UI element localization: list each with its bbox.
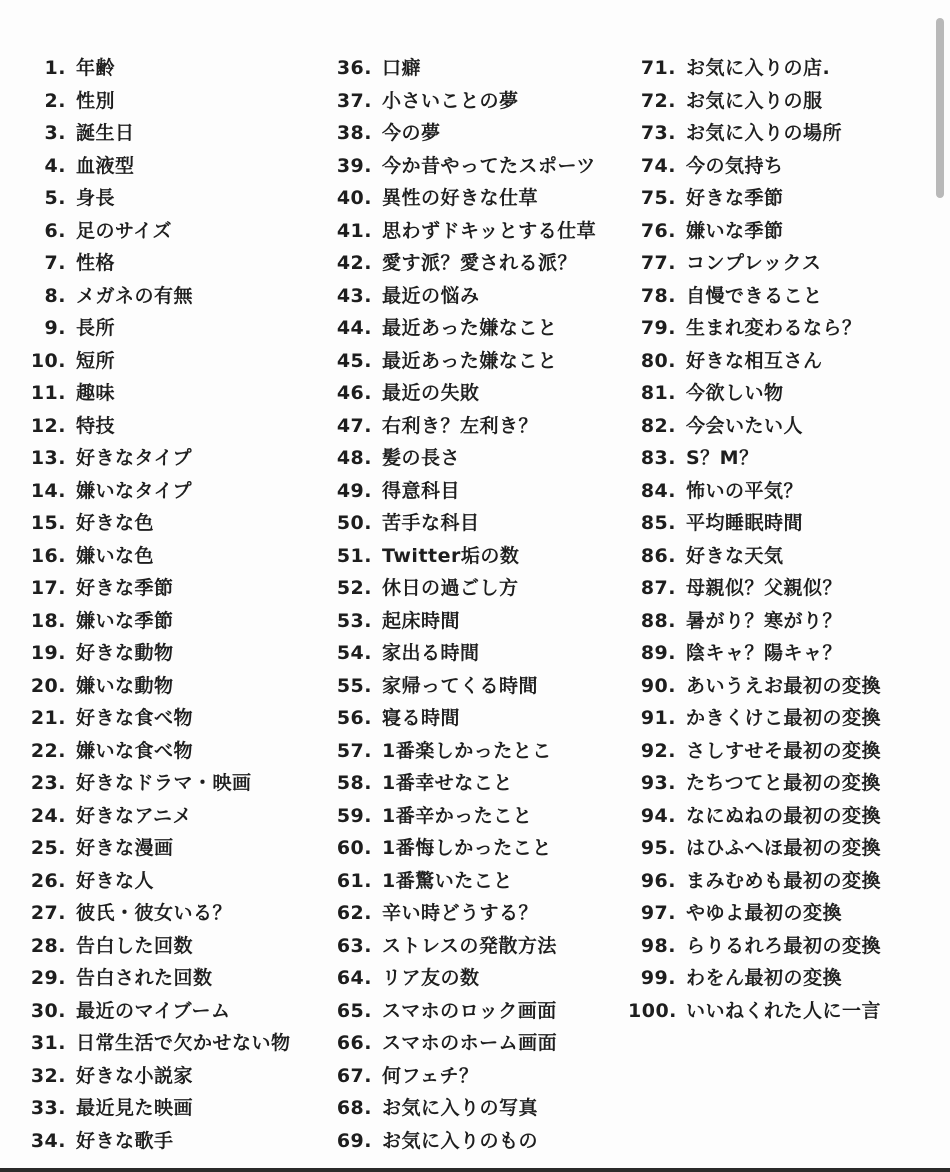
question-item bbox=[628, 312, 933, 345]
question-label: 日常生活で欠かせない物 bbox=[76, 1032, 291, 1054]
question-number: 71. bbox=[640, 57, 676, 79]
question-item bbox=[330, 767, 630, 800]
question-number: 21. bbox=[30, 707, 66, 729]
question-number: 56. bbox=[336, 707, 372, 729]
question-number: 93. bbox=[640, 772, 676, 794]
question-item bbox=[330, 962, 630, 995]
question-label: かきくけこ最初の変換 bbox=[686, 707, 882, 729]
question-number: 97. bbox=[640, 902, 676, 924]
question-label: 苦手な科目 bbox=[382, 512, 480, 534]
question-number: 24. bbox=[30, 804, 66, 827]
question-item bbox=[330, 702, 630, 735]
question-item bbox=[330, 572, 630, 605]
question-number: 91. bbox=[640, 707, 676, 729]
question-number: 37. bbox=[336, 89, 372, 112]
question-item bbox=[330, 182, 630, 215]
question-item bbox=[628, 800, 933, 833]
question-number: 99. bbox=[640, 967, 676, 989]
question-number: 15. bbox=[30, 512, 66, 534]
question-label: 口癖 bbox=[382, 57, 422, 79]
question-item bbox=[330, 215, 630, 248]
question-label: 自慢できること bbox=[686, 284, 823, 307]
question-number: 16. bbox=[30, 544, 66, 567]
question-item bbox=[628, 540, 933, 573]
question-label: 起床時間 bbox=[382, 609, 461, 632]
question-label: 好きな動物 bbox=[76, 642, 174, 664]
question-label: お気に入りの写真 bbox=[382, 1097, 539, 1119]
question-number: 58. bbox=[336, 772, 372, 794]
question-item bbox=[330, 1060, 630, 1093]
question-item bbox=[24, 540, 324, 573]
question-item bbox=[24, 150, 324, 183]
question-label: 好きな人 bbox=[76, 869, 155, 892]
question-label: 好きな歌手 bbox=[76, 1129, 174, 1152]
question-number: 79. bbox=[640, 317, 676, 339]
question-label: スマホのロック画面 bbox=[382, 999, 557, 1022]
question-label: 好きな季節 bbox=[76, 577, 174, 599]
question-number: 1. bbox=[44, 57, 66, 79]
question-item bbox=[330, 637, 630, 670]
question-item bbox=[628, 507, 933, 540]
question-item bbox=[24, 377, 324, 410]
question-number: 86. bbox=[640, 544, 676, 567]
question-item bbox=[330, 280, 630, 313]
question-label: わをん最初の変換 bbox=[686, 967, 843, 989]
question-item bbox=[628, 345, 933, 378]
question-label: まみむめも最初の変換 bbox=[686, 869, 882, 892]
question-number: 6. bbox=[44, 219, 66, 242]
scrollbar[interactable] bbox=[936, 18, 944, 198]
question-number: 54. bbox=[336, 642, 372, 664]
question-label: 1番幸せなこと bbox=[382, 772, 513, 794]
question-number: 66. bbox=[336, 1032, 372, 1054]
question-label: 最近の失敗 bbox=[382, 382, 480, 404]
question-item bbox=[24, 182, 324, 215]
question-label: 好きな季節 bbox=[686, 187, 784, 209]
question-item bbox=[628, 865, 933, 898]
question-number: 72. bbox=[640, 89, 676, 112]
question-item bbox=[330, 1027, 630, 1060]
question-number: 23. bbox=[30, 772, 66, 794]
question-label: 辛い時どうする？ bbox=[382, 902, 539, 924]
question-number: 92. bbox=[640, 739, 676, 762]
question-label: お気に入りの服 bbox=[686, 89, 823, 112]
question-item bbox=[628, 930, 933, 963]
question-label: お気に入りのもの bbox=[382, 1129, 539, 1152]
question-label: 今の夢 bbox=[382, 122, 441, 144]
question-number: 69. bbox=[336, 1129, 372, 1152]
question-number: 26. bbox=[30, 869, 66, 892]
question-item bbox=[628, 572, 933, 605]
question-number: 42. bbox=[336, 252, 372, 274]
question-label: 寝る時間 bbox=[382, 707, 461, 729]
question-number: 12. bbox=[30, 414, 66, 437]
question-number: 3. bbox=[44, 122, 66, 144]
question-number: 96. bbox=[640, 869, 676, 892]
question-label: はひふへほ最初の変換 bbox=[686, 837, 882, 859]
question-label: 好きな食べ物 bbox=[76, 707, 194, 729]
question-number: 43. bbox=[336, 284, 372, 307]
question-label: 好きな漫画 bbox=[76, 837, 174, 859]
question-number: 45. bbox=[336, 349, 372, 372]
question-item bbox=[628, 702, 933, 735]
question-label: 身長 bbox=[76, 187, 116, 209]
question-item bbox=[330, 540, 630, 573]
question-number: 32. bbox=[30, 1064, 66, 1087]
question-number: 48. bbox=[336, 447, 372, 469]
question-number: 61. bbox=[336, 869, 372, 892]
question-label: 血液型 bbox=[76, 154, 135, 177]
question-item bbox=[24, 605, 324, 638]
question-item bbox=[24, 995, 324, 1028]
question-item bbox=[24, 897, 324, 930]
question-number: 8. bbox=[44, 284, 66, 307]
question-item bbox=[330, 442, 630, 475]
question-number: 63. bbox=[336, 934, 372, 957]
question-item bbox=[330, 865, 630, 898]
question-number: 2. bbox=[44, 89, 66, 112]
question-number: 74. bbox=[640, 154, 676, 177]
question-label: 1番楽しかったとこ bbox=[382, 739, 552, 762]
question-number: 59. bbox=[336, 804, 372, 827]
question-label: 1番驚いたこと bbox=[382, 869, 513, 892]
question-label: 平均睡眠時間 bbox=[686, 512, 804, 534]
question-number: 49. bbox=[336, 479, 372, 502]
question-label: 年齢 bbox=[76, 57, 116, 79]
question-number: 11. bbox=[30, 382, 66, 404]
question-label: 性別 bbox=[76, 89, 116, 112]
question-number: 46. bbox=[336, 382, 372, 404]
question-label: コンプレックス bbox=[686, 252, 822, 274]
question-number: 98. bbox=[640, 934, 676, 957]
question-label: 好きな相互さん bbox=[686, 349, 823, 372]
question-number: 19. bbox=[30, 642, 66, 664]
question-label: なにぬねの最初の変換 bbox=[686, 804, 882, 827]
question-label: 家帰ってくる時間 bbox=[382, 674, 539, 697]
question-item bbox=[24, 735, 324, 768]
question-number: 100. bbox=[628, 999, 677, 1022]
question-number: 50. bbox=[336, 512, 372, 534]
question-number: 33. bbox=[30, 1097, 66, 1119]
question-label: 特技 bbox=[76, 414, 116, 437]
question-number: 90. bbox=[640, 674, 676, 697]
question-item bbox=[330, 930, 630, 963]
question-label: らりるれろ最初の変換 bbox=[686, 934, 882, 957]
question-label: 嫌いな季節 bbox=[686, 219, 784, 242]
question-item bbox=[24, 702, 324, 735]
question-number: 41. bbox=[336, 219, 372, 242]
question-label: 嫌いな季節 bbox=[76, 609, 174, 632]
question-item bbox=[24, 930, 324, 963]
question-item bbox=[24, 865, 324, 898]
question-label: 愛す派？愛される派？ bbox=[382, 252, 578, 274]
question-item bbox=[24, 572, 324, 605]
question-label: 最近見た映画 bbox=[76, 1097, 194, 1119]
question-label: 嫌いな食べ物 bbox=[76, 739, 194, 762]
question-item bbox=[330, 800, 630, 833]
question-number: 82. bbox=[640, 414, 676, 437]
question-number: 29. bbox=[30, 967, 66, 989]
question-item bbox=[24, 117, 324, 150]
question-item bbox=[24, 1027, 324, 1060]
question-label: 家出る時間 bbox=[382, 642, 480, 664]
question-number: 73. bbox=[640, 122, 676, 144]
question-number: 89. bbox=[640, 642, 676, 664]
question-label: 今か昔やってたスポーツ bbox=[382, 154, 596, 177]
question-item bbox=[330, 1125, 630, 1158]
question-item bbox=[628, 182, 933, 215]
question-item bbox=[330, 897, 630, 930]
question-label: 髪の長さ bbox=[382, 447, 461, 469]
question-column-2 bbox=[330, 52, 630, 1157]
question-number: 67. bbox=[336, 1064, 372, 1087]
question-label: 最近あった嫌なこと bbox=[382, 349, 558, 372]
question-number: 80. bbox=[640, 349, 676, 372]
question-number: 47. bbox=[336, 414, 372, 437]
question-item bbox=[24, 962, 324, 995]
question-item bbox=[24, 312, 324, 345]
bottom-edge-bar bbox=[0, 1168, 950, 1172]
question-label: スマホのホーム画面 bbox=[382, 1032, 558, 1054]
question-item bbox=[24, 800, 324, 833]
question-number: 34. bbox=[30, 1129, 66, 1152]
question-number: 95. bbox=[640, 837, 676, 859]
question-item bbox=[330, 735, 630, 768]
question-item bbox=[24, 1060, 324, 1093]
question-item bbox=[24, 280, 324, 313]
question-label: 嫌いなタイプ bbox=[76, 479, 193, 502]
question-number: 5. bbox=[44, 187, 66, 209]
question-number: 78. bbox=[640, 284, 676, 307]
question-item bbox=[330, 52, 630, 85]
question-label: 1番辛かったこと bbox=[382, 804, 533, 827]
question-label: 暑がり？寒がり？ bbox=[686, 609, 843, 632]
question-number: 13. bbox=[30, 447, 66, 469]
question-number: 10. bbox=[30, 349, 66, 372]
question-item bbox=[628, 442, 933, 475]
question-label: 最近のマイブーム bbox=[76, 999, 231, 1022]
question-number: 40. bbox=[336, 187, 372, 209]
question-item bbox=[330, 475, 630, 508]
question-number: 39. bbox=[336, 154, 372, 177]
question-item bbox=[24, 507, 324, 540]
question-label: 長所 bbox=[76, 317, 116, 339]
question-item bbox=[24, 767, 324, 800]
question-item bbox=[330, 507, 630, 540]
question-number: 75. bbox=[640, 187, 676, 209]
question-label: 好きなアニメ bbox=[76, 804, 193, 827]
question-label: 好きな天気 bbox=[686, 544, 784, 567]
question-item bbox=[330, 117, 630, 150]
question-item bbox=[330, 312, 630, 345]
question-number: 14. bbox=[30, 479, 66, 502]
question-item bbox=[330, 832, 630, 865]
question-number: 52. bbox=[336, 577, 372, 599]
question-label: 今欲しい物 bbox=[686, 382, 784, 404]
question-number: 76. bbox=[640, 219, 676, 242]
question-label: 小さいことの夢 bbox=[382, 89, 519, 112]
question-item bbox=[628, 247, 933, 280]
question-label: やゆよ最初の変換 bbox=[686, 902, 843, 924]
question-item bbox=[330, 410, 630, 443]
question-item bbox=[24, 345, 324, 378]
question-item bbox=[628, 832, 933, 865]
question-label: 得意科目 bbox=[382, 479, 461, 502]
question-item bbox=[330, 605, 630, 638]
question-number: 68. bbox=[336, 1097, 372, 1119]
question-label: 右利き？左利き？ bbox=[382, 414, 539, 437]
question-item bbox=[628, 962, 933, 995]
question-label: 陰キャ？陽キャ？ bbox=[686, 642, 843, 664]
question-label: 足のサイズ bbox=[76, 219, 172, 242]
question-item bbox=[628, 670, 933, 703]
question-item bbox=[24, 442, 324, 475]
question-label: 思わずドキッとする仕草 bbox=[382, 219, 597, 242]
question-label: 告白した回数 bbox=[76, 934, 194, 957]
question-label: 好きなタイプ bbox=[76, 447, 193, 469]
question-item bbox=[330, 85, 630, 118]
question-label: 怖いの平気？ bbox=[686, 479, 804, 502]
question-item bbox=[330, 995, 630, 1028]
question-label: 誕生日 bbox=[76, 122, 135, 144]
question-number: 22. bbox=[30, 739, 66, 762]
question-number: 55. bbox=[336, 674, 372, 697]
question-item bbox=[330, 670, 630, 703]
question-label: メガネの有無 bbox=[76, 284, 194, 307]
question-number: 38. bbox=[336, 122, 372, 144]
question-item bbox=[628, 995, 933, 1028]
question-label: ストレスの発散方法 bbox=[382, 934, 557, 957]
question-label: 母親似？父親似？ bbox=[686, 577, 843, 599]
question-number: 4. bbox=[44, 154, 66, 177]
question-label: 異性の好きな仕草 bbox=[382, 187, 539, 209]
question-item bbox=[24, 475, 324, 508]
question-number: 57. bbox=[336, 739, 372, 762]
question-label: 彼氏・彼女いる？ bbox=[76, 902, 233, 924]
question-item bbox=[24, 52, 324, 85]
question-number: 28. bbox=[30, 934, 66, 957]
question-item bbox=[24, 215, 324, 248]
question-number: 62. bbox=[336, 902, 372, 924]
question-item bbox=[24, 1092, 324, 1125]
question-number: 81. bbox=[640, 382, 676, 404]
question-item bbox=[330, 150, 630, 183]
question-number: 64. bbox=[336, 967, 372, 989]
question-label: 嫌いな色 bbox=[76, 544, 155, 567]
question-item bbox=[628, 215, 933, 248]
question-item bbox=[24, 670, 324, 703]
question-item bbox=[330, 1092, 630, 1125]
question-label: 性格 bbox=[76, 252, 116, 274]
question-number: 9. bbox=[44, 317, 66, 339]
question-item bbox=[628, 897, 933, 930]
question-label: 告白された回数 bbox=[76, 967, 213, 989]
question-item bbox=[24, 637, 324, 670]
question-number: 30. bbox=[30, 999, 66, 1022]
question-item bbox=[628, 280, 933, 313]
question-item bbox=[24, 832, 324, 865]
question-label: 短所 bbox=[76, 349, 116, 372]
question-number: 7. bbox=[44, 252, 66, 274]
question-number: 85. bbox=[640, 512, 676, 534]
question-label: 好きなドラマ・映画 bbox=[76, 772, 252, 794]
question-number: 65. bbox=[336, 999, 372, 1022]
question-item bbox=[628, 85, 933, 118]
question-label: お気に入りの店. bbox=[686, 57, 831, 79]
question-item bbox=[628, 767, 933, 800]
question-label: お気に入りの場所 bbox=[686, 122, 843, 144]
question-item bbox=[24, 85, 324, 118]
question-item bbox=[628, 410, 933, 443]
question-number: 17. bbox=[30, 577, 66, 599]
question-item bbox=[24, 1125, 324, 1158]
question-label: 1番悔しかったこと bbox=[382, 837, 552, 859]
question-number: 84. bbox=[640, 479, 676, 502]
question-label: 趣味 bbox=[76, 382, 116, 404]
question-label: 好きな小説家 bbox=[76, 1064, 194, 1087]
question-label: S？M？ bbox=[686, 447, 759, 469]
question-number: 36. bbox=[336, 57, 372, 79]
question-label: さしすせそ最初の変換 bbox=[686, 739, 882, 762]
question-number: 44. bbox=[336, 317, 372, 339]
question-item bbox=[628, 52, 933, 85]
question-label: 嫌いな動物 bbox=[76, 674, 174, 697]
question-label: 最近の悩み bbox=[382, 284, 480, 307]
question-item bbox=[330, 345, 630, 378]
question-item bbox=[628, 117, 933, 150]
question-number: 25. bbox=[30, 837, 66, 859]
question-column-3 bbox=[628, 52, 933, 1027]
question-label: 生まれ変わるなら？ bbox=[686, 317, 862, 339]
question-number: 31. bbox=[30, 1032, 66, 1054]
question-item bbox=[330, 247, 630, 280]
question-label: 何フェチ？ bbox=[382, 1064, 479, 1087]
question-label: 休日の過ごし方 bbox=[382, 577, 519, 599]
question-label: リア友の数 bbox=[382, 967, 480, 989]
question-label: Twitter垢の数 bbox=[382, 544, 520, 567]
question-item bbox=[628, 605, 933, 638]
question-label: 今の気持ち bbox=[686, 154, 784, 177]
question-item bbox=[24, 247, 324, 280]
question-item bbox=[628, 475, 933, 508]
question-number: 87. bbox=[640, 577, 676, 599]
question-label: 今会いたい人 bbox=[686, 414, 804, 437]
question-number: 88. bbox=[640, 609, 676, 632]
question-number: 83. bbox=[640, 447, 676, 469]
question-label: 最近あった嫌なこと bbox=[382, 317, 558, 339]
question-number: 18. bbox=[30, 609, 66, 632]
question-item bbox=[330, 377, 630, 410]
question-number: 51. bbox=[336, 544, 372, 567]
question-label: 好きな色 bbox=[76, 512, 155, 534]
question-item bbox=[24, 410, 324, 443]
question-label: たちつてと最初の変換 bbox=[686, 772, 881, 794]
question-column-1 bbox=[24, 52, 324, 1157]
question-item bbox=[628, 377, 933, 410]
question-item bbox=[628, 150, 933, 183]
question-number: 27. bbox=[30, 902, 66, 924]
question-label: いいねくれた人に一言 bbox=[686, 999, 882, 1022]
question-number: 94. bbox=[640, 804, 676, 827]
question-item bbox=[628, 735, 933, 768]
question-item bbox=[628, 637, 933, 670]
question-number: 20. bbox=[30, 674, 66, 697]
question-number: 53. bbox=[336, 609, 372, 632]
question-label: あいうえお最初の変換 bbox=[686, 674, 882, 697]
question-number: 77. bbox=[640, 252, 676, 274]
question-number: 60. bbox=[336, 837, 372, 859]
